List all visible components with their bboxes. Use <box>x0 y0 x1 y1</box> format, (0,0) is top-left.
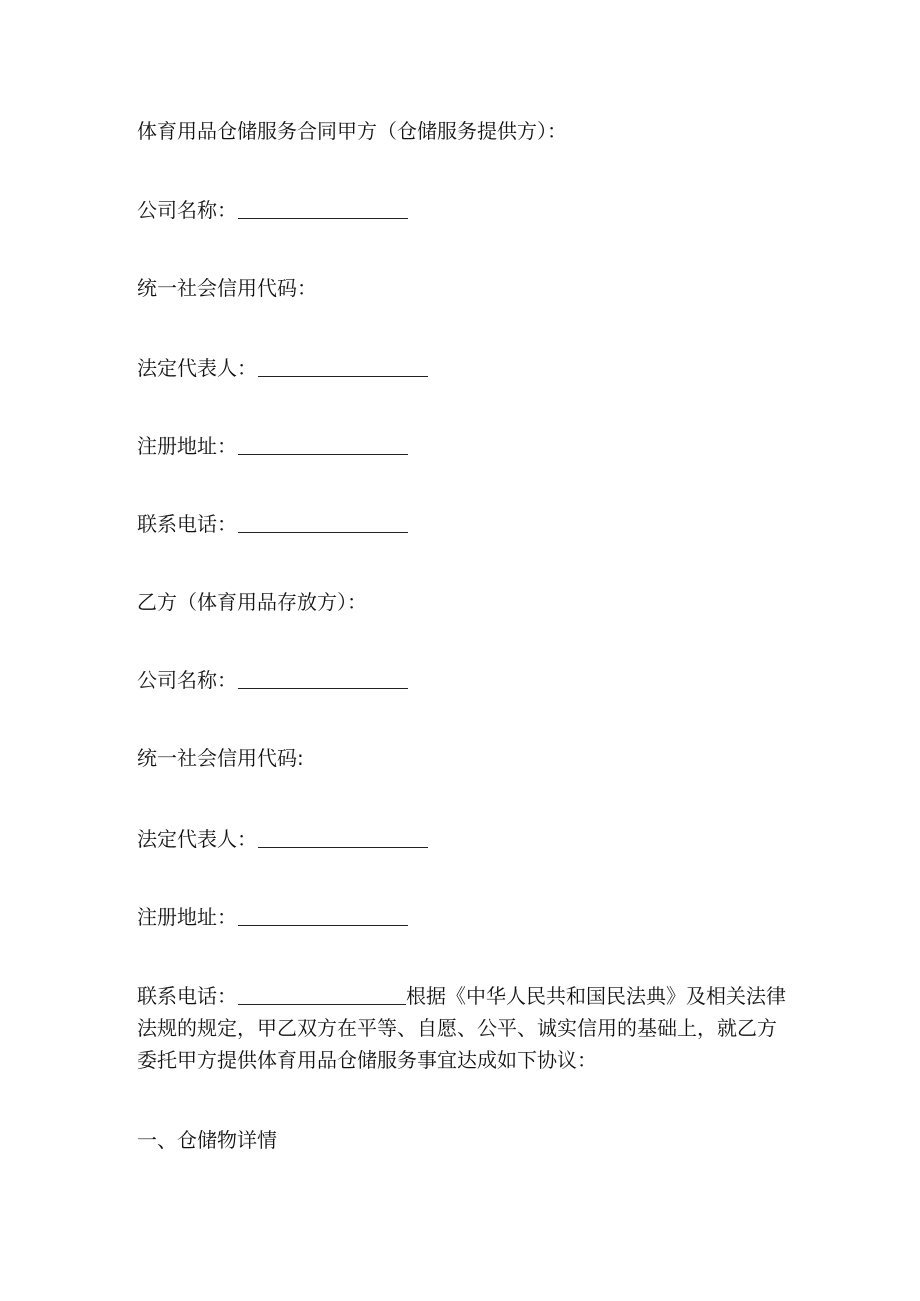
party-a-company-name-label: 公司名称： <box>137 198 237 222</box>
contract-title-line <box>137 117 567 145</box>
contract-title-text: 体育用品仓储服务合同甲方（仓储服务提供方）： <box>137 119 567 143</box>
party-b-legal-rep-row <box>137 825 428 853</box>
section-1-heading-row <box>137 1126 277 1154</box>
party-b-address-label: 注册地址： <box>137 905 237 929</box>
party-a-legal-rep-row <box>137 354 428 382</box>
party-a-company-name-blank[interactable] <box>238 198 408 219</box>
party-a-phone-label: 联系电话： <box>137 512 237 536</box>
preamble-paragraph <box>137 980 797 1076</box>
party-b-phone-blank[interactable] <box>238 984 406 1005</box>
party-a-legal-rep-label: 法定代表人： <box>137 356 257 380</box>
party-b-credit-code-row <box>137 744 304 772</box>
section-1-heading: 一、仓储物详情 <box>137 1128 277 1152</box>
party-a-company-name-row <box>137 196 408 224</box>
party-a-phone-blank[interactable] <box>238 512 408 533</box>
preamble-row-2: 法规的规定，甲乙双方在平等、自愿、公平、诚实信用的基础上，就乙方 <box>137 1016 777 1040</box>
party-a-legal-rep-blank[interactable] <box>258 356 428 377</box>
party-b-heading-row <box>137 588 367 616</box>
party-a-credit-code-row <box>137 274 317 302</box>
party-b-credit-code-label: 统一社会信用代码: <box>137 746 304 770</box>
party-b-legal-rep-label: 法定代表人： <box>137 827 257 851</box>
party-b-phone-label: 联系电话： <box>137 984 237 1008</box>
preamble-row-3: 委托甲方提供体育用品仓储服务事宜达成如下协议： <box>137 1048 597 1072</box>
party-b-heading: 乙方（体育用品存放方）： <box>137 590 367 614</box>
party-b-company-name-label: 公司名称： <box>137 668 237 692</box>
party-a-credit-code-label: 统一社会信用代码： <box>137 276 317 300</box>
preamble-row-1 <box>137 980 797 1012</box>
party-b-legal-rep-blank[interactable] <box>258 827 428 848</box>
party-b-address-blank[interactable] <box>238 905 408 926</box>
party-a-address-row <box>137 432 408 460</box>
party-b-address-row <box>137 903 408 931</box>
party-b-company-name-blank[interactable] <box>238 668 408 689</box>
party-a-phone-row <box>137 510 408 538</box>
party-a-address-label: 注册地址： <box>137 434 237 458</box>
party-b-company-name-row <box>137 666 408 694</box>
party-a-address-blank[interactable] <box>238 434 408 455</box>
preamble-text-1: 根据《中华人民共和国民法典》及相关法律 <box>406 984 786 1008</box>
